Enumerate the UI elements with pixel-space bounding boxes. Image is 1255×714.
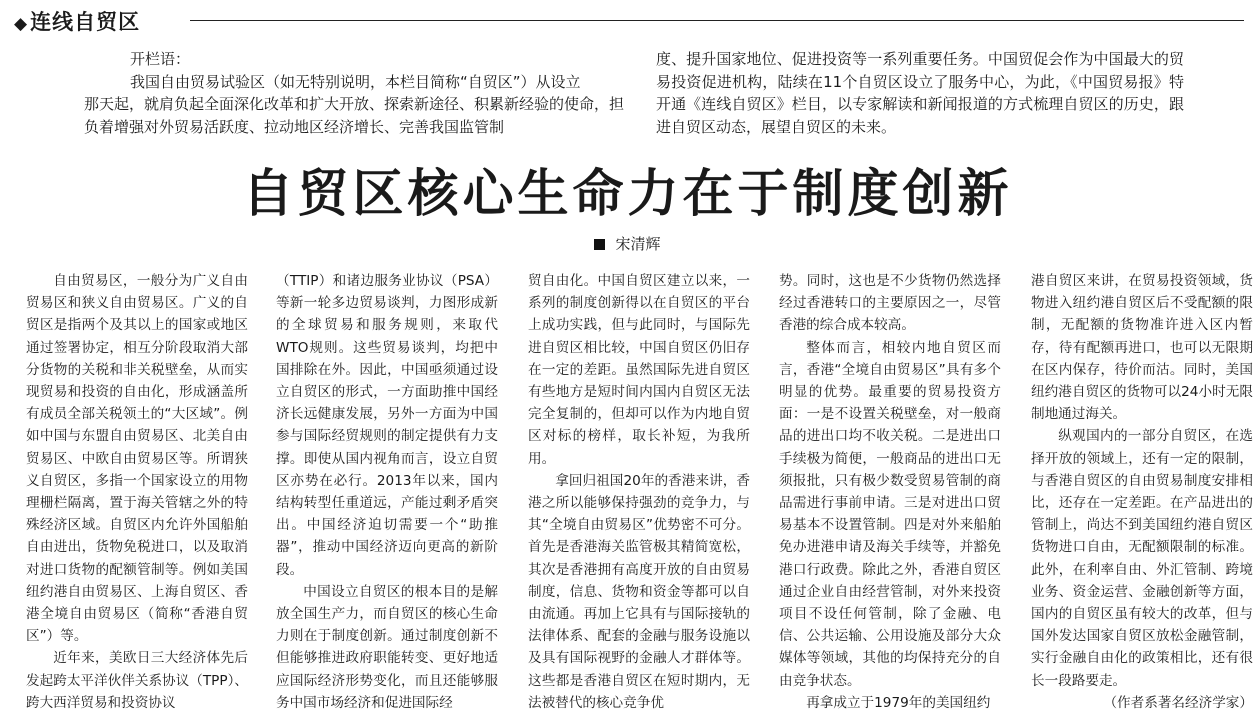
paragraph: 整体而言，相较内地自贸区而言，香港“全境自由贸易区”具有多个明显的优势。最重要的贸易投资方面：一是不设置关税壁垒，对一般商品的进出口均不收关税。二是进出口手续极为简便，一般商品的进出口无须报批，只有极少数受贸易管制的商品需进行事前申请。三是对进出口贸易基本不设置管制。四是对外来船舶免办进港申请及海关手续等，并豁免港口行政费。除此之外，香港自贸区通过企业自由经营管制，对外来投资项目不设任何管制，除了金融、电信、公共运输、公用设施及部分大众媒体等领域，其他的均保持充分的自由竞争状态。 [779,339,1001,689]
column-title [14,6,140,36]
article-column-5 [1031,270,1253,711]
intro-left-text: 那天起，就肩负起全面深化改革和扩大开放、探索新途径、积累新经验的使命，担负着增强对外贸易活跃度、拉动地区经济增长、完善我国监管制 [84,95,625,136]
header-rule [190,20,1244,21]
article-column-3 [528,270,750,711]
paragraph: 中国设立自贸区的根本目的是解放全国生产力，而自贸区的核心生命力则在于制度创新。通过制度创新不但能够推进政府职能转变、更好地适应国际经济形势变化，而且还能够服务中国市场经济和促进国际经 [276,583,498,711]
author-note: （作者系著名经济学家） [1103,694,1253,711]
paragraph: 自由贸易区，一般分为广义自由贸易区和狭义自由贸易区。广义的自贸区是指两个及其以上的国家或地区通过签署协定，相互分阶段取消大部分货物的关税和非关税壁垒，从而实现贸易和投资的自由化，形成涵盖所有成员全部关税领土的“大区域”。例如中国与东盟自由贸易区、北美自由贸易区、中欧自由贸易区等。所谓狭义自贸区，多指一个国家设立的用物理栅栏隔离，置于海关管辖之外的特殊经济区域。自贸区内允许外国船舶自由进出，货物免税进口，以及取消对进口货物的配额管制等。例如美国纽约港自由贸易区、上海自贸区、香港全境自由贸易区（简称“香港自贸区”）等。 [26,273,248,645]
paragraph: 纵观国内的一部分自贸区，在选择开放的领域上，还有一定的限制，与香港自贸区的自由贸易制度安排相比，还存在一定差距。在产品进出的管制上，尚达不到美国纽约港自贸区货物进口自由，无配额限制的标准。此外，在利率自由、外汇管制、跨境业务、资金运营、金融创新等方面，国内的自贸区虽有较大的改革，但与国外发达国家自贸区放松金融管制，实行金融自由化的政策相比，还有很长一段路要走。 [1031,428,1253,689]
paragraph: （TTIP）和诸边服务业协议（PSA）等新一轮多边贸易谈判，力图形成新的全球贸易和服务规则，来取代WTO规则。这些贸易谈判，均把中国排除在外。因此，中国亟须通过设立自贸区的形式，一方面助推中国经济长远健康发展，另外一方面为中国参与国际经贸规则的制定提供有力支撑。即使从国内视角而言，设立自贸区亦势在必行。2013年以来，国内结构转型任重道远，产能过剩矛盾突出。中国经济迫切需要一个“助推器”，推动中国经济迈向更高的新阶段。 [276,273,498,578]
diamond-icon: ◆ [14,14,29,34]
article-column-4 [779,270,1001,711]
paragraph: 港自贸区来讲，在贸易投资领域，货物进入纽约港自贸区后不受配额的限制，无配额的货物准许进入区内暂存，待有配额再进口，也可以无限期在区内保存，待价而沽。同时，美国纽约港自贸区的货物可以24小时无限制地通过海关。 [1031,273,1253,423]
column-title-text: 连线自贸区 [30,10,141,34]
article-column-1 [26,270,248,711]
article-column-2 [276,270,498,711]
square-bullet-icon [594,239,605,250]
paragraph: 再拿成立于1979年的美国纽约 [806,694,991,711]
byline [0,233,1255,254]
intro-left-line1: 我国自由贸易试验区（如无特别说明，本栏目简称“自贸区”）从设立 [130,72,581,91]
paragraph: 势。同时，这也是不少货物仍然选择经过香港转口的主要原因之一，尽管香港的综合成本较高。 [779,273,1001,334]
paragraph: 近年来，美欧日三大经济体先后发起跨太平洋伙伴关系协议（TPP）、跨大西洋贸易和投资协议 [26,650,248,711]
headline: 自贸区核心生命力在于制度创新 [242,165,1013,224]
paragraph: 拿回归祖国20年的香港来讲，香港之所以能够保持强劲的竞争力，与其“全境自由贸易区”优势密不可分。首先是香港海关监管极其精简宽松，其次是香港拥有高度开放的自由贸易制度，信息、货物和资金等都可以自由流通。再加上它具有与国际接轨的法律体系、配套的金融与服务设施以及具有国际视野的金融人才群体等。这些都是香港自贸区在短时期内，无法被替代的核心竞争优 [528,472,750,711]
column-header [14,6,1244,36]
intro-lead-label: 开栏语： [130,50,191,68]
intro-left [84,48,624,138]
intro-right: 度、提升国家地位、促进投资等一系列重要任务。中国贸促会作为中国最大的贸易投资促进机构，陆续在11个自贸区设立了服务中心，为此，《中国贸易报》特开通《连线自贸区》栏目，以专家解读和新闻报道的方式梳理自贸区的历史，跟进自贸区动态，展望自贸区的未来。 [656,50,1184,136]
paragraph: 贸自由化。中国自贸区建立以来，一系列的制度创新得以在自贸区的平台上成功实践，但与此同时，与国际先进自贸区相比较，中国自贸区仍旧存在一定的差距。虽然国际先进自贸区有些地方是短时间内国内自贸区无法完全复制的，但却可以作为内地自贸区对标的榜样，取长补短，为我所用。 [528,273,750,467]
author-name: 宋清辉 [615,235,661,253]
